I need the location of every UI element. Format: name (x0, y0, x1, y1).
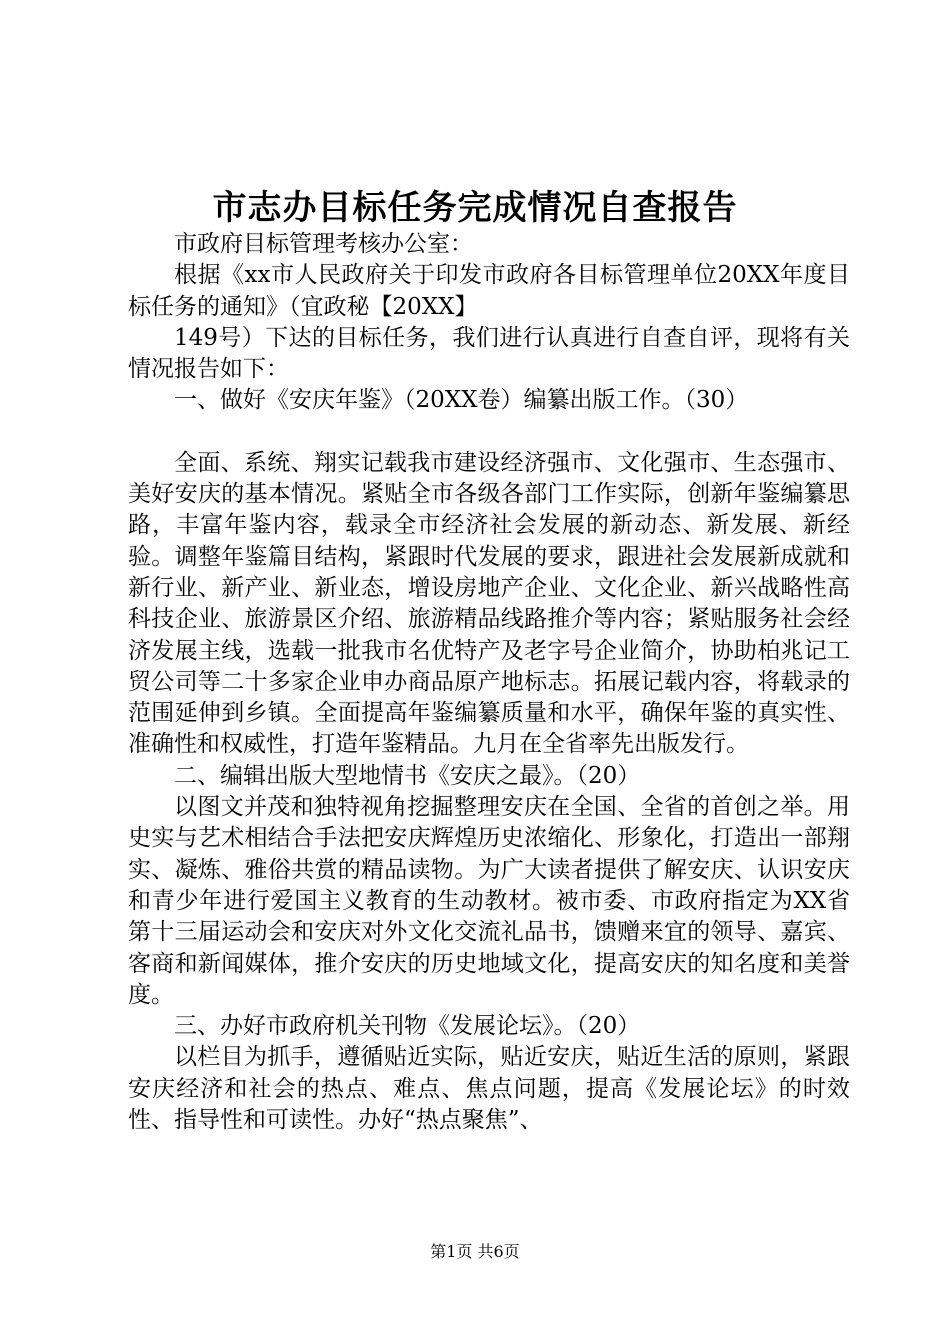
document-title: 市志办目标任务完成情况自查报告 (212, 188, 738, 228)
paragraph-reference: 根据《xx市人民政府关于印发市政府各目标管理单位20XX年度目标任务的通知》（宜政秘【20XX】 (128, 262, 850, 320)
paragraph-section-2: 以图文并茂和独特视角挖掘整理安庆在全国、全省的首创之举。用史实与艺术相结合手法把安庆辉煌历史浓缩化、形象化，打造出一部翔实、凝炼、雅俗共赏的精品读物。为广大读者提供了解安庆、认识安庆和青少年进行爱国主义教育的生动教材。被市委、市政府指定为XX省第十三届运动会和安庆对外文化交流礼品书，馈赠来宜的领导、嘉宾、客商和新闻媒体，推介安庆的历史地域文化，提高安庆的知名度和美誉度。 (128, 794, 850, 1008)
paragraph-intro: 149号）下达的目标任务，我们进行认真进行自查自评，现将有关情况报告如下： (128, 324, 850, 383)
section-heading-2: 二、编辑出版大型地情书《安庆之最》。（20） (174, 762, 641, 789)
paragraph-section-1: 全面、系统、翔实记载我市建设经济强市、文化强市、生态强市、美好安庆的基本情况。紧贴全市各级各部门工作实际，创新年鉴编纂思路，丰富年鉴内容，载录全市经济社会发展的新动态、新发展、新经验。调整年鉴篇目结构，紧跟时代发展的要求，跟进社会发展新成就和新行业、新产业、新业态，增设房地产企业、文化企业、新兴战略性高科技企业、旅游景区介绍、旅游精品线路推介等内容；紧贴服务社会经济发展主线，选载一批我市名优特产及老字号企业简介，协助柏兆记工贸公司等二十多家企业申办商品原产地标志。拓展记载内容，将载录的范围延伸到乡镇。全面提高年鉴编纂质量和水平，确保年鉴的真实性、准确性和权威性，打造年鉴精品。九月在全省率先出版发行。 (128, 449, 850, 758)
blank-line (128, 417, 850, 448)
section-heading-3: 三、办好市政府机关刊物《发展论坛》。（20） (174, 1013, 641, 1040)
section-heading-1: 一、做好《安庆年鉴》（20XX卷）编纂出版工作。（30） (174, 387, 749, 414)
document-body (128, 229, 850, 1136)
page-footer: 第1页 共6页 (430, 1242, 520, 1261)
salutation: 市政府目标管理考核办公室： (174, 231, 473, 257)
paragraph-section-3: 以栏目为抓手，遵循贴近实际，贴近安庆，贴近生活的原则，紧跟安庆经济和社会的热点、难点、焦点问题，提高《发展论坛》的时效性、指导性和可读性。办好“热点聚焦”、 (128, 1044, 850, 1134)
